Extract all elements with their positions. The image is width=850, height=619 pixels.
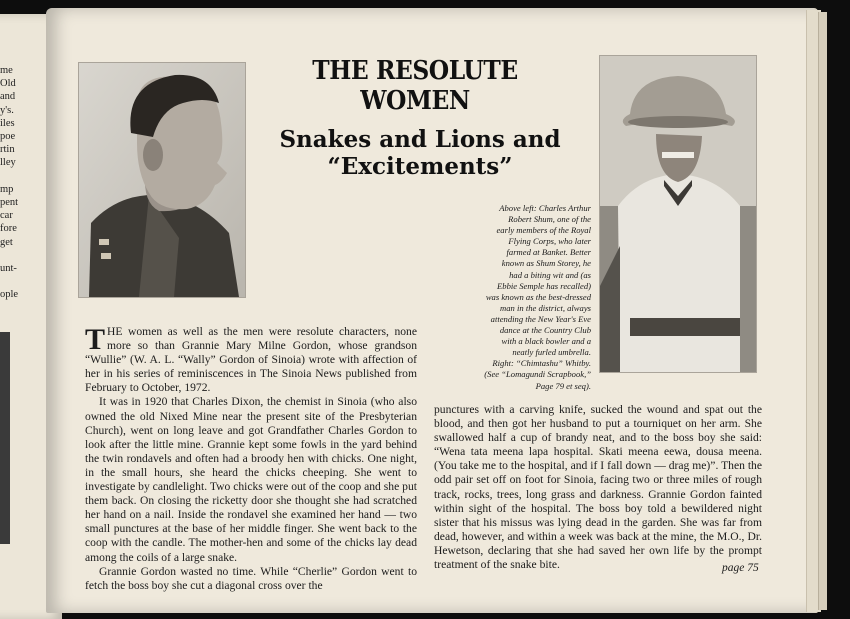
left-page-fragment: mp bbox=[0, 183, 14, 195]
subtitle-line-1: Snakes and Lions and bbox=[279, 126, 561, 153]
title-line-2: WOMEN bbox=[360, 86, 470, 116]
caption-line: Robert Shum, one of the bbox=[508, 214, 591, 225]
paragraph-1-text: HE women as well as the men were resolute characters, none more so than Grannie Mary Milne Gordon, whose grandson “Wullie” (W. A. L. “Wally” Gordon of Sinoia) wrote with affection of her in his series of reminiscences in The Sinoia News published from February to October, 1972. bbox=[85, 325, 417, 395]
caption-line: attending the New Year's Eve bbox=[490, 313, 591, 324]
caption-line: with a black bowler and a bbox=[501, 336, 591, 347]
portrait-photo-pith-helmet bbox=[599, 55, 757, 373]
caption-line: Flying Corps, who later bbox=[508, 236, 591, 247]
caption-line: farmed at Banket. Better bbox=[506, 247, 591, 258]
caption-line: (See “Lomagundi Scrapbook,” bbox=[484, 369, 591, 380]
caption-line: had a biting wit and (as bbox=[509, 269, 591, 280]
body-column-right bbox=[434, 403, 762, 572]
caption-line: early members of the Royal bbox=[496, 225, 591, 236]
caption-line: Ebbie Semple has recalled) bbox=[497, 280, 591, 291]
paragraph-3: Grannie Gordon wasted no time. While “Cherlie” Gordon went to fetch the boss boy she cut a diagonal cross over the bbox=[85, 564, 417, 592]
page-number: page 75 bbox=[722, 562, 759, 574]
body-column-left bbox=[85, 325, 417, 593]
caption-line: dance at the Country Club bbox=[499, 325, 591, 336]
article-subtitle bbox=[270, 126, 570, 180]
drop-cap: T bbox=[85, 323, 106, 356]
left-page-fragment: ople bbox=[0, 289, 19, 301]
portrait-photo-profile bbox=[78, 62, 246, 298]
left-page-fragment: Old bbox=[0, 78, 16, 90]
left-page-fragment: unt- bbox=[0, 263, 17, 274]
paragraph-4: punctures with a carving knife, sucked the wound and spat out the blood, and then got her husband to put a tourniquet on her arm. She swallowed half a cup of brandy neat, and to the boss boy she said: “Wena tata meena lapa hospital. Skati meena eewa, dousa meena. (You take me to the hospital, and if I fall down — drag me)”. Then the odd pair set off on foot for Sinoia, facing two or three miles of rough track, rocks, trees, long grass and darkness. Grannie Gordon fainted within sight of the hospital. The boss boy told a bewildered night sister that his missus was lying dead in the garden. She was far from dead, however, and within a week was back at the mine, the M.O., Dr. Hewetson, declaring that she had saved her own life by the prompt treatment of the snake bite. bbox=[434, 403, 762, 572]
caption-line: neatly furled umbrella. bbox=[512, 347, 591, 358]
caption-line: Page 79 et seq). bbox=[535, 380, 591, 391]
caption-line: was known as the best-dressed bbox=[485, 291, 591, 302]
left-page-fragment: poe bbox=[0, 131, 16, 142]
left-page-fragment: lley bbox=[0, 157, 16, 169]
page-stack-edge-back bbox=[818, 12, 827, 610]
caption-line: Above left: Charles Arthur bbox=[499, 203, 591, 213]
paragraph-1 bbox=[85, 325, 417, 395]
left-page-fragment: pent bbox=[0, 197, 19, 208]
left-page-fragment: and bbox=[0, 91, 16, 103]
caption-line: Right: “Chimtashu” Whitby. bbox=[492, 358, 591, 369]
article-title bbox=[300, 56, 530, 116]
left-page-fragment: iles bbox=[0, 117, 15, 129]
left-page-fragment: rtin bbox=[0, 144, 15, 156]
left-page-fragment: me bbox=[0, 65, 13, 76]
caption-line: known as Shum Storey, he bbox=[501, 258, 591, 269]
left-page-fragment: fore bbox=[0, 223, 17, 235]
caption-line: man in the district, always bbox=[500, 302, 591, 313]
left-page-fragment: y's. bbox=[0, 104, 14, 116]
left-page-fragment: car bbox=[0, 210, 13, 222]
paragraph-2: It was in 1920 that Charles Dixon, the chemist in Sinoia (who also owned the old Nixed Mine near the present site of the Presbyterian Church), went on long leave and got Grandfather Charles Gordon to look after the little mine. Grannie kept some fowls in the yard behind the twin rondavels and often had a broody hen with chicks. One night, in the small hours, she heard the chicks cheeping. She went to investigate by candlelight. Two chicks were out of the coop and she put them back. On closing the ricketty door she thought she had scratched her hand on a nail. Inside the rondavel she examined her hand — two small punctures at the base of her middle finger. She went back to the coop with the candle. The mother-hen and some of the chicks lay dead among the coils of a large snake. bbox=[85, 395, 417, 564]
left-page-fragment: get bbox=[0, 236, 13, 248]
photo-caption bbox=[428, 203, 591, 392]
title-line-1: THE RESOLUTE bbox=[312, 56, 518, 86]
left-page-photo-edge bbox=[0, 332, 10, 544]
subtitle-line-2: “Excitements” bbox=[327, 153, 513, 180]
